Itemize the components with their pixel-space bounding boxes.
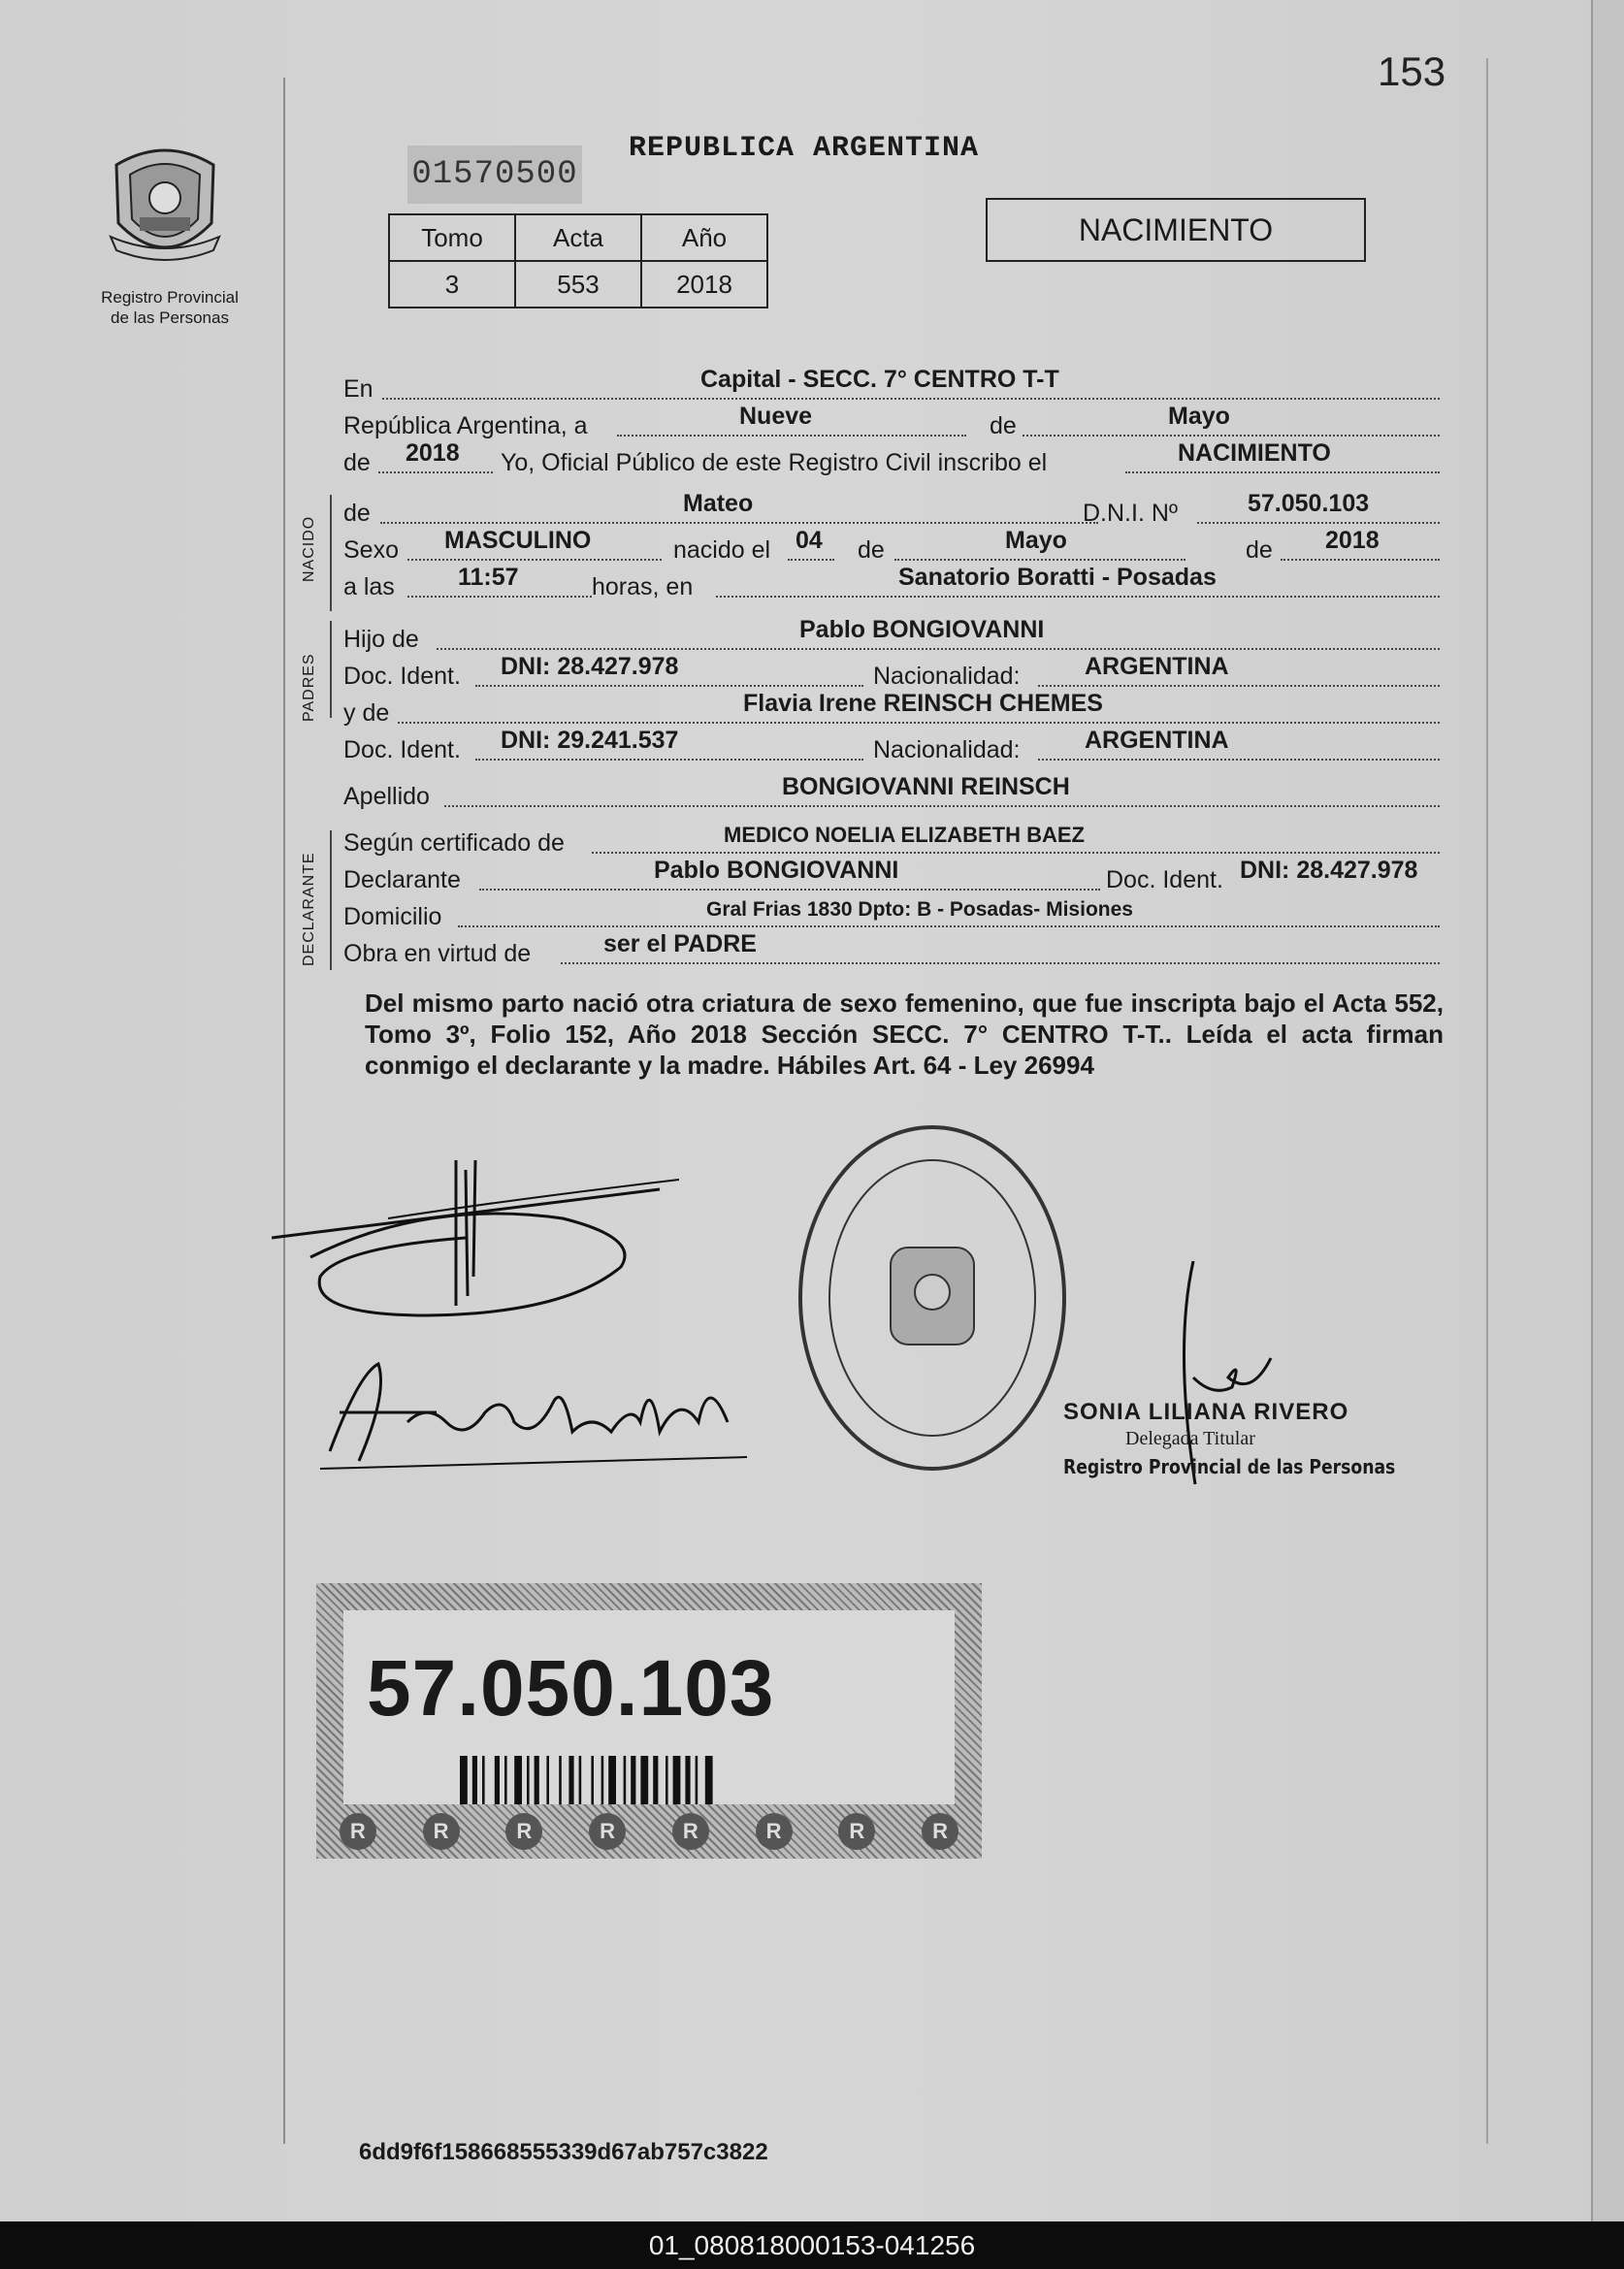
- row-hora: [343, 565, 1440, 603]
- barcode-bar: [535, 1756, 539, 1804]
- signature-declarante: [272, 1160, 679, 1345]
- barcode-bar: [527, 1756, 530, 1804]
- barcode-bar: [601, 1756, 604, 1804]
- value-month: Mayo: [1168, 403, 1230, 430]
- barcode-bar: [460, 1756, 468, 1804]
- r-logo-icon: R: [423, 1813, 460, 1850]
- label-doc-ident-2: Doc. Ident.: [343, 736, 461, 763]
- value-domicilio: Gral Frias 1830 Dpto: B - Posadas- Misiones: [706, 898, 1133, 921]
- dots: [378, 471, 493, 473]
- value-father-doc: DNI: 28.427.978: [501, 653, 679, 680]
- r-logo-icon: R: [589, 1813, 626, 1850]
- barcode-bar: [559, 1756, 562, 1804]
- barcode-bar: [472, 1756, 477, 1804]
- row-domicilio: [343, 894, 1440, 933]
- value-hour: 11:57: [458, 564, 519, 591]
- dni-sticker: [316, 1583, 982, 1859]
- value-father-name: Pablo BONGIOVANNI: [799, 616, 1045, 643]
- value-day: Nueve: [739, 403, 813, 430]
- value-ano: 2018: [641, 261, 767, 308]
- barcode-bar: [624, 1756, 627, 1804]
- divider-declarante: [330, 830, 332, 970]
- value-acta: 553: [515, 261, 641, 308]
- dots: [407, 596, 592, 598]
- barcode-bar: [631, 1756, 635, 1804]
- barcode-bar: [591, 1756, 594, 1804]
- side-label-declarante: DECLARANTE: [301, 852, 317, 966]
- row-madre-doc: [343, 728, 1440, 766]
- act-type-box: NACIMIENTO: [986, 198, 1366, 262]
- dots: [458, 925, 1440, 927]
- dni-sticker-number: 57.050.103: [367, 1644, 775, 1733]
- barcode-bar: [546, 1756, 549, 1804]
- label-doc-ident: Doc. Ident.: [343, 663, 461, 690]
- official-stamp-icon: [794, 1121, 1071, 1475]
- dots: [716, 596, 1440, 598]
- label-oficial: Yo, Oficial Público de este Registro Civil inscribo el: [501, 449, 1048, 476]
- barcode-bar: [666, 1756, 668, 1804]
- label-de5: de: [1246, 536, 1273, 564]
- dots: [475, 685, 863, 687]
- registry-caption-line2: de las Personas: [111, 308, 229, 327]
- value-mother-name: Flavia Irene REINSCH CHEMES: [743, 690, 1103, 717]
- serial-number: 01570500: [407, 146, 582, 204]
- value-dni: 57.050.103: [1248, 490, 1370, 517]
- barcode-bar: [696, 1756, 698, 1804]
- document-hash: 6dd9f6f158668555339d67ab757c3822: [359, 2139, 768, 2165]
- value-birth-month: Mayo: [1005, 527, 1067, 554]
- dots: [561, 962, 1440, 964]
- dots: [398, 722, 1440, 724]
- row-declarante: [343, 858, 1440, 896]
- row-certificado: [343, 821, 1440, 859]
- dots: [475, 759, 863, 761]
- official-title: Delegada Titular: [1125, 1428, 1255, 1449]
- dots: [1281, 559, 1440, 561]
- barcode-bar: [482, 1756, 485, 1804]
- record-table: [388, 213, 768, 308]
- row-madre: [343, 691, 1440, 729]
- label-republica: República Argentina, a: [343, 412, 588, 439]
- row-obra: [343, 931, 1440, 970]
- row-padre: [343, 617, 1440, 656]
- label-y-de: y de: [343, 699, 390, 727]
- barcode-bar: [705, 1756, 713, 1804]
- scan-file-id: 01_080818000153-041256: [648, 2230, 976, 2260]
- dots: [592, 852, 1440, 854]
- barcode-bar: [653, 1756, 658, 1804]
- side-label-nacido: NACIDO: [301, 515, 317, 582]
- r-logo-icon: R: [838, 1813, 875, 1850]
- barcode-bar: [495, 1756, 500, 1804]
- header-acta: Acta: [515, 214, 641, 261]
- barcode-bar: [568, 1756, 573, 1804]
- dots: [617, 435, 966, 437]
- dots: [407, 559, 662, 561]
- row-apellido: [343, 774, 1440, 813]
- value-act: NACIMIENTO: [1178, 439, 1331, 467]
- value-declarante: Pablo BONGIOVANNI: [654, 857, 899, 884]
- header-ano: Año: [641, 214, 767, 261]
- r-logo-icon: R: [505, 1813, 542, 1850]
- value-name: Mateo: [683, 490, 754, 517]
- label-a-las: a las: [343, 573, 395, 600]
- label-dni: D.N.I. Nº: [1083, 500, 1179, 527]
- r-logo-icon: R: [672, 1813, 709, 1850]
- label-en: En: [343, 375, 374, 403]
- barcode-bar: [685, 1756, 690, 1804]
- label-certificado: Según certificado de: [343, 829, 565, 857]
- value-birth-year: 2018: [1325, 527, 1380, 554]
- label-obra: Obra en virtud de: [343, 940, 532, 967]
- dots: [788, 559, 834, 561]
- value-year: 2018: [406, 439, 460, 467]
- dots: [1038, 685, 1440, 687]
- r-logo-icon: R: [756, 1813, 793, 1850]
- record-table-header: [389, 214, 767, 261]
- value-father-nationality: ARGENTINA: [1085, 653, 1229, 680]
- r-logo-icon: R: [922, 1813, 958, 1850]
- label-nacionalidad: Nacionalidad:: [873, 663, 1021, 690]
- row-oficial: [343, 440, 1440, 479]
- dots: [437, 648, 1440, 650]
- barcode-bar: [514, 1756, 522, 1804]
- label-de3: de: [343, 500, 371, 527]
- dots: [1125, 471, 1440, 473]
- page-edge: [1591, 0, 1624, 2221]
- value-place: Sanatorio Boratti - Posadas: [898, 564, 1217, 591]
- value-mother-doc: DNI: 29.241.537: [501, 727, 679, 754]
- dots: [1038, 759, 1440, 761]
- row-padre-doc: [343, 654, 1440, 693]
- signature-madre: [320, 1354, 766, 1471]
- r-logo-icon: R: [340, 1813, 376, 1850]
- dots: [479, 889, 1100, 891]
- label-apellido: Apellido: [343, 783, 430, 810]
- dots: [380, 522, 1098, 524]
- registry-caption: [58, 287, 281, 328]
- barcode-bar: [640, 1756, 648, 1804]
- row-nombre: [343, 491, 1440, 530]
- barcode-bar: [608, 1756, 616, 1804]
- value-declarante-doc: DNI: 28.427.978: [1240, 857, 1418, 884]
- value-certificado: MEDICO NOELIA ELIZABETH BAEZ: [724, 823, 1085, 847]
- side-label-padres: PADRES: [301, 653, 317, 722]
- label-hijo: Hijo de: [343, 626, 419, 653]
- official-org: Registro Provincial de las Personas: [1063, 1455, 1396, 1478]
- label-de: de: [990, 412, 1017, 439]
- label-horas: horas, en: [592, 573, 694, 600]
- label-nacido: nacido el: [673, 536, 771, 564]
- record-table-values: [389, 261, 767, 308]
- label-de4: de: [858, 536, 885, 564]
- barcode-icon: [460, 1756, 867, 1804]
- divider-nacido: [330, 495, 332, 611]
- official-name: SONIA LILIANA RIVERO: [1063, 1399, 1349, 1425]
- row-fecha: [343, 404, 1440, 442]
- margin-rule-right: [1486, 58, 1488, 2144]
- margin-rule-left: [283, 78, 285, 2144]
- label-domicilio: Domicilio: [343, 903, 442, 930]
- row-en: [343, 367, 1440, 405]
- barcode-bar: [673, 1756, 681, 1804]
- label-declarante: Declarante: [343, 866, 461, 893]
- label-de2: de: [343, 449, 371, 476]
- registry-seal-icon: [97, 136, 233, 272]
- dots: [894, 559, 1186, 561]
- value-sexo: MASCULINO: [444, 527, 592, 554]
- divider-padres: [330, 621, 332, 718]
- dots: [444, 805, 1440, 807]
- header-tomo: Tomo: [389, 214, 515, 261]
- birth-note: Del mismo parto nació otra criatura de sexo femenino, que fue inscripta bajo el Acta 552, Tomo 3º, Folio 152, Año 2018 Sección SECC. 7° CENTRO T-T.. Leída el acta firman conmigo el declarante y la madre. Hábiles Art. 64 - Ley 26994: [365, 989, 1444, 1080]
- value-obra: ser el PADRE: [603, 930, 757, 957]
- value-mother-nationality: ARGENTINA: [1085, 727, 1229, 754]
- barcode-bar: [579, 1756, 582, 1804]
- dni-sticker-icons: [316, 1804, 982, 1859]
- dots: [382, 398, 1440, 400]
- page-number: 153: [1378, 49, 1446, 94]
- label-sexo: Sexo: [343, 536, 399, 564]
- registry-caption-line1: Registro Provincial: [101, 288, 239, 307]
- dots: [1023, 435, 1440, 437]
- value-en: Capital - SECC. 7° CENTRO T-T: [700, 366, 1059, 393]
- country-title: REPUBLICA ARGENTINA: [629, 132, 980, 165]
- value-birth-day: 04: [796, 527, 823, 554]
- dots: [1197, 522, 1440, 524]
- dni-sticker-inner: [343, 1610, 955, 1804]
- row-sexo: [343, 528, 1440, 567]
- barcode-bar: [504, 1756, 507, 1804]
- label-nacionalidad-2: Nacionalidad:: [873, 736, 1021, 763]
- label-declarante-doc: Doc. Ident.: [1106, 866, 1223, 893]
- value-tomo: 3: [389, 261, 515, 308]
- value-surname: BONGIOVANNI REINSCH: [782, 773, 1070, 800]
